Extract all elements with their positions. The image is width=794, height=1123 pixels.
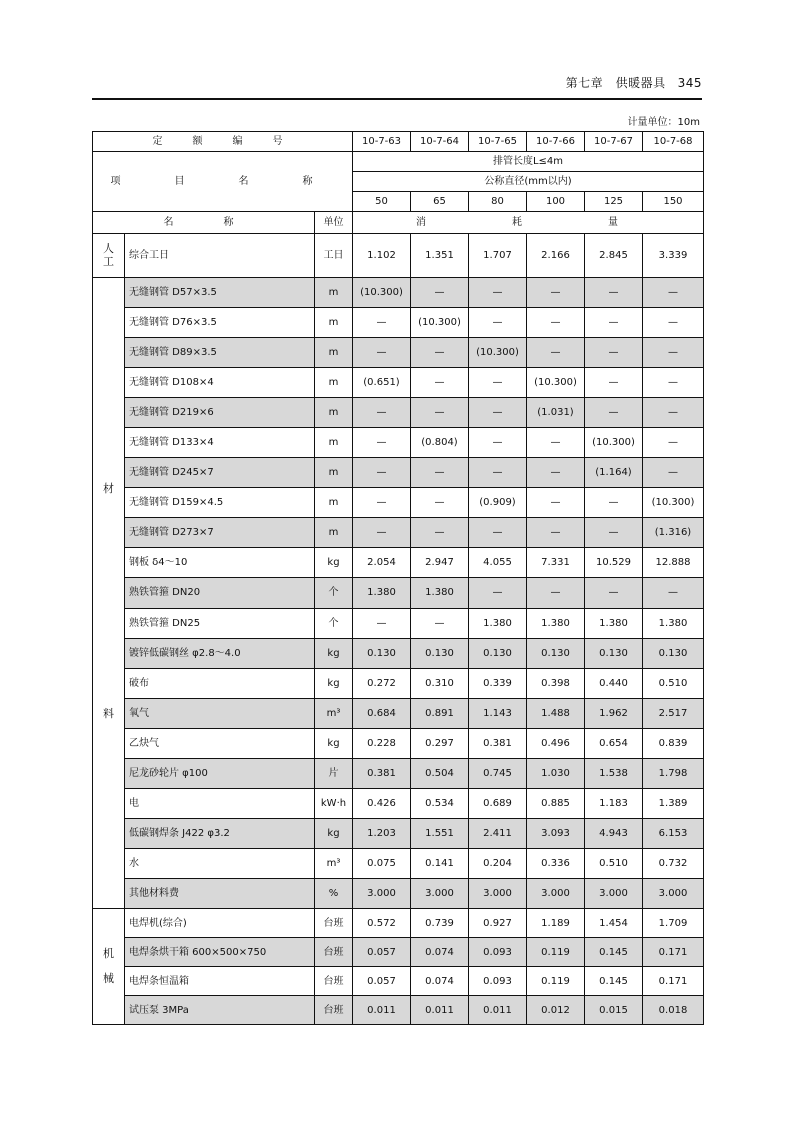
value-cell: —	[643, 458, 704, 488]
item-unit: 台班	[315, 996, 353, 1025]
item-name: 综合工日	[125, 234, 315, 278]
quota-code-row	[93, 132, 704, 152]
item-name: 破布	[125, 668, 315, 698]
value-cell: —	[411, 338, 469, 368]
materials-row	[93, 788, 704, 818]
materials-row	[93, 278, 704, 308]
item-name: 电	[125, 788, 315, 818]
value-cell: 0.398	[527, 668, 585, 698]
item-name: 乙炔气	[125, 728, 315, 758]
value-cell: 1.030	[527, 758, 585, 788]
item-unit: kg	[315, 638, 353, 668]
item-unit: m	[315, 308, 353, 338]
item-name: 尼龙砂轮片 φ100	[125, 758, 315, 788]
materials-row	[93, 458, 704, 488]
value-cell: —	[527, 458, 585, 488]
value-cell: (10.300)	[527, 368, 585, 398]
code-cell: 10-7-68	[643, 132, 704, 152]
value-cell: 10.529	[585, 548, 643, 578]
materials-row	[93, 518, 704, 548]
value-cell: 1.351	[411, 234, 469, 278]
item-unit: m	[315, 458, 353, 488]
value-cell: 0.130	[469, 638, 527, 668]
materials-row	[93, 548, 704, 578]
category-char: 人	[103, 242, 114, 256]
page-header	[566, 74, 702, 91]
name-column-header: 名 称	[93, 212, 315, 234]
value-cell: —	[353, 308, 411, 338]
item-name: 水	[125, 848, 315, 878]
value-cell: 7.331	[527, 548, 585, 578]
value-cell: 1.798	[643, 758, 704, 788]
value-cell: 0.204	[469, 848, 527, 878]
item-unit: m	[315, 278, 353, 308]
machines-row	[93, 967, 704, 996]
value-cell: 0.381	[469, 728, 527, 758]
materials-row	[93, 368, 704, 398]
header-rule	[92, 98, 702, 100]
item-name: 低碳钢焊条 J422 φ3.2	[125, 818, 315, 848]
item-name: 电焊机(综合)	[125, 909, 315, 938]
item-unit: m³	[315, 848, 353, 878]
value-cell: 12.888	[643, 548, 704, 578]
code-cell: 10-7-63	[353, 132, 411, 152]
item-name: 无缝钢管 D89×3.5	[125, 338, 315, 368]
item-unit: 台班	[315, 938, 353, 967]
value-cell: 0.496	[527, 728, 585, 758]
value-cell: 0.011	[411, 996, 469, 1025]
item-unit: kW·h	[315, 788, 353, 818]
value-cell: 0.689	[469, 788, 527, 818]
value-cell: 1.143	[469, 698, 527, 728]
value-cell: (10.300)	[353, 278, 411, 308]
value-cell: —	[643, 338, 704, 368]
materials-row	[93, 578, 704, 608]
value-cell: 1.189	[527, 909, 585, 938]
value-cell: 0.011	[469, 996, 527, 1025]
value-cell: 0.075	[353, 848, 411, 878]
code-cell: 10-7-64	[411, 132, 469, 152]
value-cell: —	[527, 278, 585, 308]
item-unit: 台班	[315, 909, 353, 938]
diameter-cell: 50	[353, 192, 411, 212]
materials-row	[93, 338, 704, 368]
item-unit: m	[315, 428, 353, 458]
value-cell: —	[353, 428, 411, 458]
value-cell: 0.732	[643, 848, 704, 878]
value-cell: —	[643, 368, 704, 398]
item-unit: 个	[315, 578, 353, 608]
unit-column-header: 单位	[315, 212, 353, 234]
value-cell: 0.572	[353, 909, 411, 938]
category-char: 材	[103, 482, 114, 495]
value-cell: —	[585, 398, 643, 428]
value-cell: 3.000	[643, 878, 704, 908]
value-cell: (10.300)	[469, 338, 527, 368]
value-cell: 1.380	[527, 608, 585, 638]
materials-row	[93, 818, 704, 848]
value-cell: —	[527, 428, 585, 458]
value-cell: 0.272	[353, 668, 411, 698]
value-cell: 3.000	[353, 878, 411, 908]
value-cell: —	[643, 398, 704, 428]
value-cell: 0.074	[411, 967, 469, 996]
value-cell: 0.119	[527, 938, 585, 967]
value-cell: 0.534	[411, 788, 469, 818]
value-cell: —	[585, 578, 643, 608]
category-labor	[93, 234, 125, 278]
value-cell: 0.130	[585, 638, 643, 668]
value-cell: 0.015	[585, 996, 643, 1025]
value-cell: —	[585, 518, 643, 548]
value-cell: 0.381	[353, 758, 411, 788]
item-name: 试压泵 3MPa	[125, 996, 315, 1025]
category-char: 料	[103, 707, 114, 720]
value-cell: —	[411, 398, 469, 428]
value-cell: 0.510	[585, 848, 643, 878]
value-cell: (0.909)	[469, 488, 527, 518]
value-cell: 1.380	[411, 578, 469, 608]
materials-row	[93, 638, 704, 668]
value-cell: 3.000	[411, 878, 469, 908]
materials-row	[93, 698, 704, 728]
value-cell: —	[527, 578, 585, 608]
item-name: 其他材料费	[125, 878, 315, 908]
item-unit: kg	[315, 818, 353, 848]
item-name: 无缝钢管 D76×3.5	[125, 308, 315, 338]
code-cell: 10-7-66	[527, 132, 585, 152]
value-cell: 0.839	[643, 728, 704, 758]
value-cell: 0.093	[469, 967, 527, 996]
item-unit: %	[315, 878, 353, 908]
nominal-dia-label: 公称直径(mm以内)	[353, 172, 704, 192]
value-cell: —	[527, 518, 585, 548]
item-name: 无缝钢管 D133×4	[125, 428, 315, 458]
materials-row	[93, 428, 704, 458]
value-cell: 0.510	[643, 668, 704, 698]
value-cell: 0.171	[643, 938, 704, 967]
item-unit: m	[315, 518, 353, 548]
value-cell: 0.130	[527, 638, 585, 668]
value-cell: —	[469, 308, 527, 338]
value-cell: —	[411, 608, 469, 638]
value-cell: (10.300)	[585, 428, 643, 458]
code-cell: 10-7-65	[469, 132, 527, 152]
value-cell: —	[643, 308, 704, 338]
value-cell: 2.054	[353, 548, 411, 578]
value-cell: (10.300)	[643, 488, 704, 518]
item-name: 氧气	[125, 698, 315, 728]
category-machine	[93, 909, 125, 1025]
value-cell: 0.297	[411, 728, 469, 758]
value-cell: 3.000	[585, 878, 643, 908]
value-cell: —	[353, 398, 411, 428]
value-cell: 0.057	[353, 938, 411, 967]
value-cell: 1.380	[469, 608, 527, 638]
value-cell: 2.166	[527, 234, 585, 278]
value-cell: (1.164)	[585, 458, 643, 488]
value-cell: (0.804)	[411, 428, 469, 458]
value-cell: 1.454	[585, 909, 643, 938]
item-unit: 工日	[315, 234, 353, 278]
value-cell: 2.947	[411, 548, 469, 578]
labor-row	[93, 234, 704, 278]
value-cell: 0.012	[527, 996, 585, 1025]
value-cell: 0.684	[353, 698, 411, 728]
pipe-length-label: 排管长度L≤4m	[353, 152, 704, 172]
item-name: 无缝钢管 D219×6	[125, 398, 315, 428]
machines-row	[93, 996, 704, 1025]
item-name: 镀锌低碳钢丝 φ2.8～4.0	[125, 638, 315, 668]
value-cell: 0.018	[643, 996, 704, 1025]
value-cell: 3.339	[643, 234, 704, 278]
value-cell: —	[585, 308, 643, 338]
value-cell: 0.310	[411, 668, 469, 698]
value-cell: 0.504	[411, 758, 469, 788]
value-cell: —	[643, 578, 704, 608]
value-cell: 2.845	[585, 234, 643, 278]
value-cell: 0.885	[527, 788, 585, 818]
value-cell: 0.745	[469, 758, 527, 788]
materials-row	[93, 878, 704, 908]
materials-row	[93, 668, 704, 698]
value-cell: 0.891	[411, 698, 469, 728]
value-cell: 0.739	[411, 909, 469, 938]
materials-row	[93, 308, 704, 338]
value-cell: (10.300)	[411, 308, 469, 338]
value-cell: 1.183	[585, 788, 643, 818]
value-cell: 0.927	[469, 909, 527, 938]
value-cell: —	[353, 458, 411, 488]
value-cell: —	[469, 368, 527, 398]
item-name: 无缝钢管 D273×7	[125, 518, 315, 548]
value-cell: 0.130	[643, 638, 704, 668]
value-cell: 1.551	[411, 818, 469, 848]
value-cell: 0.440	[585, 668, 643, 698]
value-cell: —	[585, 368, 643, 398]
value-cell: 0.228	[353, 728, 411, 758]
page-number: 345	[677, 76, 702, 90]
category-material	[93, 278, 125, 909]
value-cell: 4.055	[469, 548, 527, 578]
category-char: 机	[103, 947, 114, 961]
item-unit: m	[315, 488, 353, 518]
value-cell: 0.130	[353, 638, 411, 668]
item-name: 无缝钢管 D245×7	[125, 458, 315, 488]
diameter-cell: 125	[585, 192, 643, 212]
value-cell: 1.538	[585, 758, 643, 788]
value-cell: —	[527, 338, 585, 368]
value-cell: 0.011	[353, 996, 411, 1025]
value-cell: 1.962	[585, 698, 643, 728]
item-unit: m³	[315, 698, 353, 728]
item-unit: kg	[315, 668, 353, 698]
value-cell: 3.093	[527, 818, 585, 848]
item-name-label: 项 目 名 称	[93, 152, 353, 212]
category-char: 械	[103, 971, 114, 985]
item-unit: kg	[315, 548, 353, 578]
materials-row	[93, 398, 704, 428]
value-cell: 6.153	[643, 818, 704, 848]
value-cell: 4.943	[585, 818, 643, 848]
value-cell: 0.093	[469, 938, 527, 967]
value-cell: 1.102	[353, 234, 411, 278]
item-name: 无缝钢管 D108×4	[125, 368, 315, 398]
value-cell: 0.141	[411, 848, 469, 878]
value-cell: 0.339	[469, 668, 527, 698]
value-cell: —	[469, 278, 527, 308]
diameter-cell: 65	[411, 192, 469, 212]
value-cell: 3.000	[527, 878, 585, 908]
value-cell: —	[527, 488, 585, 518]
value-cell: —	[411, 488, 469, 518]
item-unit: kg	[315, 728, 353, 758]
code-cell: 10-7-67	[585, 132, 643, 152]
value-cell: (1.316)	[643, 518, 704, 548]
value-cell: —	[353, 518, 411, 548]
materials-row	[93, 728, 704, 758]
value-cell: 1.709	[643, 909, 704, 938]
value-cell: —	[411, 518, 469, 548]
item-name: 熟铁管箍 DN25	[125, 608, 315, 638]
value-cell: 1.389	[643, 788, 704, 818]
value-cell: 1.380	[643, 608, 704, 638]
value-cell: 0.119	[527, 967, 585, 996]
category-char: 工	[103, 254, 114, 268]
machines-row	[93, 938, 704, 967]
value-cell: 2.411	[469, 818, 527, 848]
value-cell: 0.057	[353, 967, 411, 996]
value-cell: 0.145	[585, 967, 643, 996]
value-cell: 0.074	[411, 938, 469, 967]
item-unit: 片	[315, 758, 353, 788]
value-cell: —	[469, 428, 527, 458]
value-cell: —	[585, 488, 643, 518]
quota-table	[92, 131, 704, 1025]
value-cell: —	[353, 488, 411, 518]
value-cell: 1.488	[527, 698, 585, 728]
diameter-cell: 80	[469, 192, 527, 212]
value-cell: —	[585, 278, 643, 308]
value-cell: 0.426	[353, 788, 411, 818]
value-cell: 0.145	[585, 938, 643, 967]
value-cell: 2.517	[643, 698, 704, 728]
value-cell: —	[353, 338, 411, 368]
item-name: 电焊条烘干箱 600×500×750	[125, 938, 315, 967]
value-cell: 0.336	[527, 848, 585, 878]
pipe-length-row	[93, 152, 704, 172]
item-unit: m	[315, 338, 353, 368]
value-cell: 1.707	[469, 234, 527, 278]
item-unit: 台班	[315, 967, 353, 996]
materials-row	[93, 848, 704, 878]
machines-row	[93, 909, 704, 938]
column-header-row	[93, 212, 704, 234]
value-cell: (1.031)	[527, 398, 585, 428]
value-cell: —	[411, 278, 469, 308]
item-unit: m	[315, 398, 353, 428]
value-cell: —	[527, 308, 585, 338]
value-cell: —	[411, 368, 469, 398]
item-name: 钢板 δ4～10	[125, 548, 315, 578]
value-cell: 0.171	[643, 967, 704, 996]
consumption-column-header: 消 耗 量	[353, 212, 704, 234]
item-name: 电焊条恒温箱	[125, 967, 315, 996]
value-cell: —	[469, 458, 527, 488]
value-cell: —	[411, 458, 469, 488]
value-cell: —	[643, 278, 704, 308]
item-unit: m	[315, 368, 353, 398]
value-cell: —	[643, 428, 704, 458]
value-cell: —	[585, 338, 643, 368]
value-cell: 0.130	[411, 638, 469, 668]
item-unit: 个	[315, 608, 353, 638]
value-cell: —	[469, 578, 527, 608]
value-cell: 3.000	[469, 878, 527, 908]
value-cell: 1.380	[353, 578, 411, 608]
value-cell: (0.651)	[353, 368, 411, 398]
quota-code-label: 定 额 编 号	[93, 132, 353, 152]
materials-row	[93, 608, 704, 638]
diameter-cell: 100	[527, 192, 585, 212]
item-name: 无缝钢管 D57×3.5	[125, 278, 315, 308]
value-cell: —	[469, 518, 527, 548]
value-cell: —	[353, 608, 411, 638]
materials-row	[93, 758, 704, 788]
item-name: 无缝钢管 D159×4.5	[125, 488, 315, 518]
chapter-title: 第七章 供暖器具	[565, 76, 666, 90]
value-cell: —	[469, 398, 527, 428]
unit-label: 计量单位：10m	[627, 117, 700, 128]
item-name: 熟铁管箍 DN20	[125, 578, 315, 608]
value-cell: 0.654	[585, 728, 643, 758]
value-cell: 1.203	[353, 818, 411, 848]
value-cell: 1.380	[585, 608, 643, 638]
diameter-cell: 150	[643, 192, 704, 212]
materials-row	[93, 488, 704, 518]
